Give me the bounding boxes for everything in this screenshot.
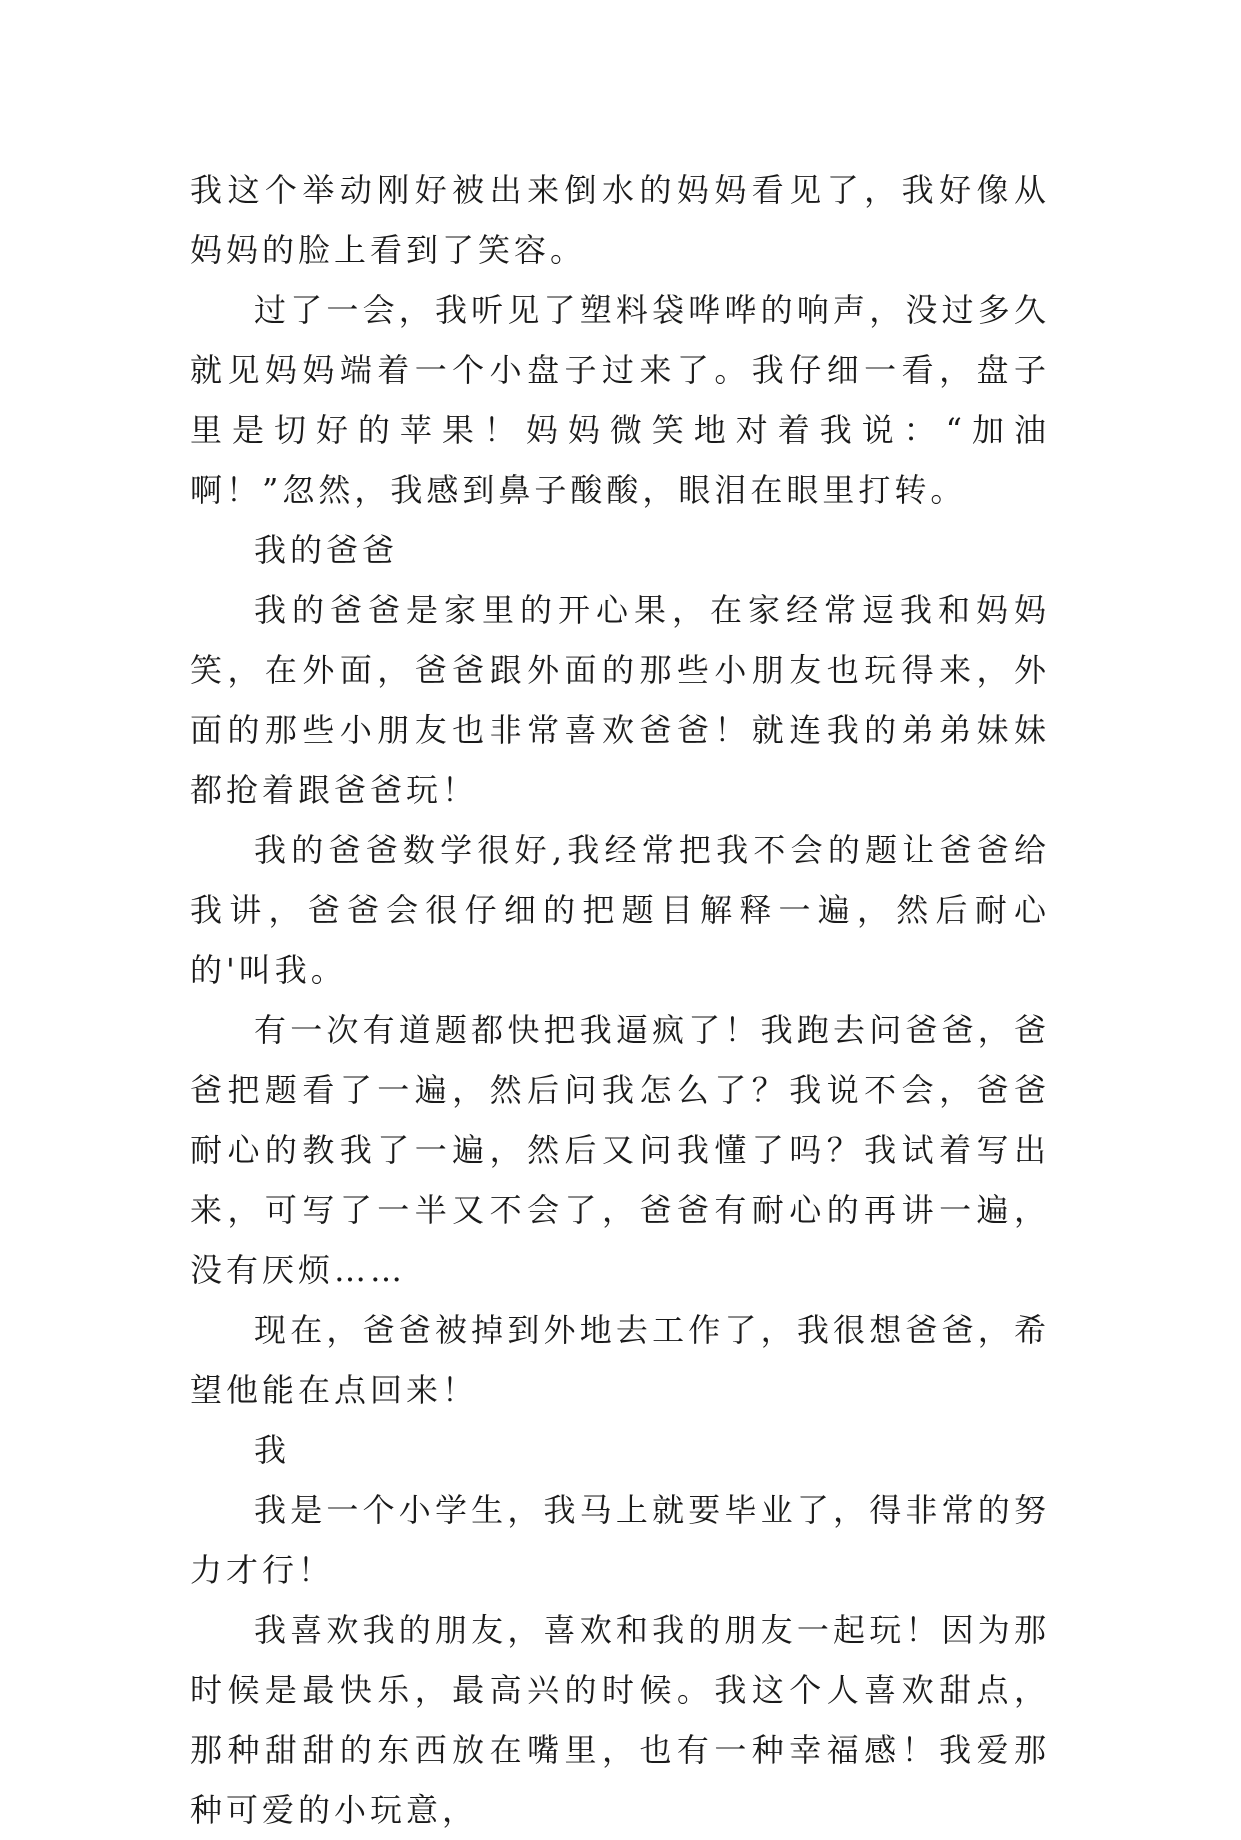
- paragraph-3: 我的爸爸是家里的开心果，在家经常逗我和妈妈笑，在外面，爸爸跟外面的那些小朋友也玩得来，外面的那些小朋友也非常喜欢爸爸！就连我的弟弟妹妹都抢着跟爸爸玩！: [190, 591, 1050, 809]
- section-heading-my-dad: 我的爸爸: [254, 531, 399, 569]
- paragraph-1: 我这个举动刚好被出来倒水的妈妈看见了，我好像从妈妈的脸上看到了笑容。: [190, 171, 1050, 269]
- document-body: [190, 160, 1050, 1840]
- paragraph-8: 我喜欢我的朋友，喜欢和我的朋友一起玩！因为那时候是最快乐，最高兴的时候。我这个人喜欢甜点，那种甜甜的东西放在嘴里，也有一种幸福感！我爱那种可爱的小玩意，: [190, 1611, 1050, 1829]
- section-heading-me: 我: [254, 1431, 291, 1469]
- paragraph-4: 我的爸爸数学很好,我经常把我不会的题让爸爸给我讲，爸爸会很仔细的把题目解释一遍，然后耐心的'叫我。: [190, 831, 1050, 989]
- paragraph-5: 有一次有道题都快把我逼疯了！我跑去问爸爸，爸爸把题看了一遍，然后问我怎么了？我说不会，爸爸耐心的教我了一遍，然后又问我懂了吗？我试着写出来，可写了一半又不会了，爸爸有耐心的再讲一遍，没有厌烦……: [190, 1011, 1050, 1289]
- paragraph-6: 现在，爸爸被掉到外地去工作了，我很想爸爸，希望他能在点回来！: [190, 1311, 1050, 1409]
- paragraph-2: 过了一会，我听见了塑料袋哗哗的响声，没过多久就见妈妈端着一个小盘子过来了。我仔细一看，盘子里是切好的苹果！妈妈微笑地对着我说：“加油啊！”忽然，我感到鼻子酸酸，眼泪在眼里打转。: [190, 291, 1050, 509]
- paragraph-7: 我是一个小学生，我马上就要毕业了，得非常的努力才行！: [190, 1491, 1050, 1589]
